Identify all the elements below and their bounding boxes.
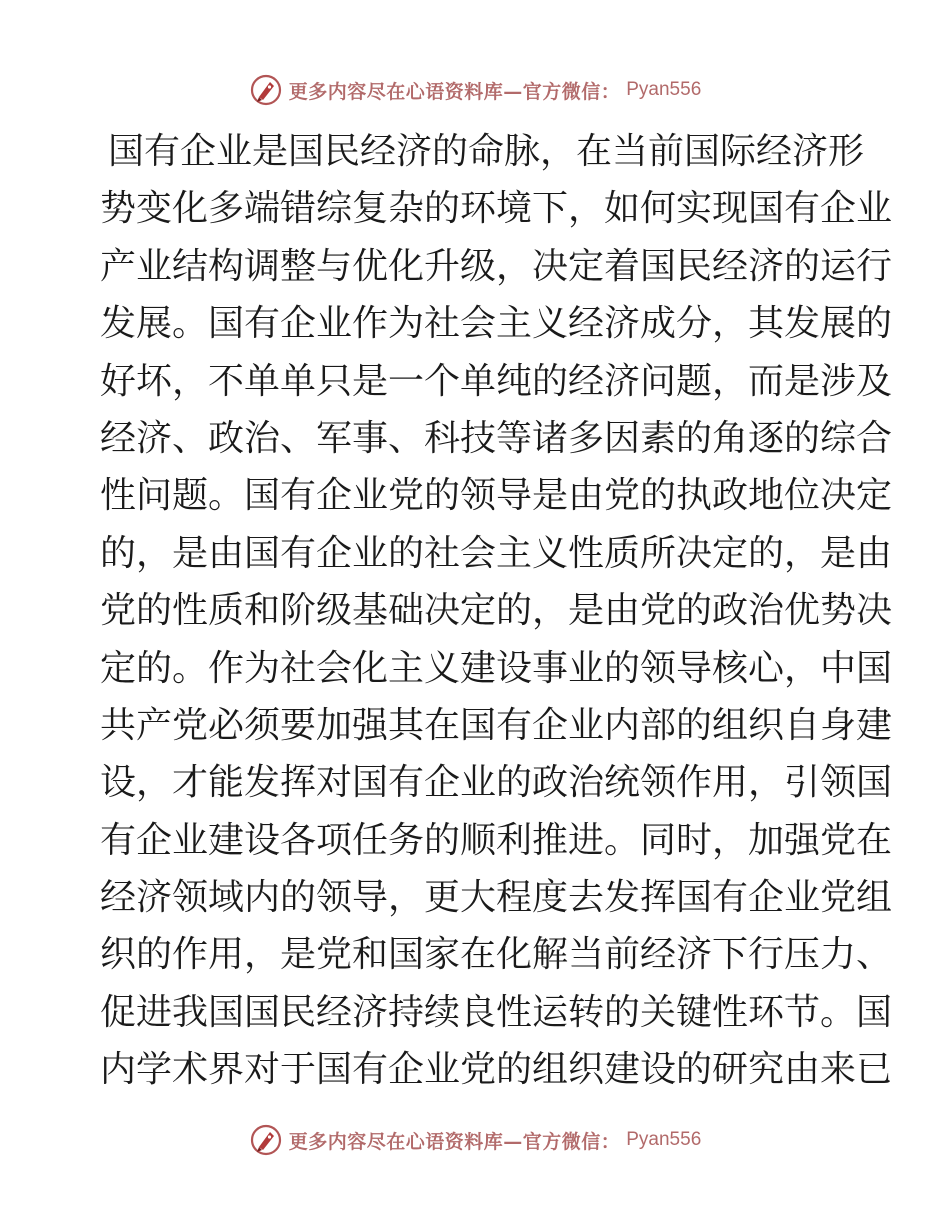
body-line-1: 国有企业是国民经济的命脉，在当前国际经济形 xyxy=(108,131,865,172)
body-line-15: 织的作用，是党和国家在化解当前经济下行压力、 xyxy=(100,934,893,976)
header-banner xyxy=(0,70,950,110)
header-banner-text: 更多内容尽在心语资料库—官方微信： xyxy=(288,80,621,103)
header-wechat-id: Pyan556 xyxy=(626,79,702,100)
footer-wechat-id: Pyan556 xyxy=(626,1129,702,1150)
body-line-10: 定的。作为社会化主义建设事业的领导核心，中国 xyxy=(100,647,893,689)
body-line-3: 产业结构调整与优化升级，决定着国民经济的运行 xyxy=(100,245,893,287)
body-line-4: 发展。国有企业作为社会主义经济成分，其发展的 xyxy=(100,303,893,345)
body-line-13: 有企业建设各项任务的顺利推进。同时，加强党在 xyxy=(100,819,893,861)
body-line-5: 好坏，不单单只是一个单纯的经济问题，而是涉及 xyxy=(100,360,893,402)
footer-banner xyxy=(0,1120,950,1160)
body-line-17: 内学术界对于国有企业党的组织建设的研究由来已 xyxy=(100,1049,893,1091)
body-line-14: 经济领域内的领导，更大程度去发挥国有企业党组 xyxy=(100,877,893,919)
document-body xyxy=(100,123,893,1099)
pen-nib-logo-icon xyxy=(249,1123,283,1157)
body-line-8: 的，是由国有企业的社会主义性质所决定的，是由 xyxy=(100,532,893,574)
body-line-9: 党的性质和阶级基础决定的，是由党的政治优势决 xyxy=(100,590,893,632)
body-line-7: 性问题。国有企业党的领导是由党的执政地位决定 xyxy=(100,475,893,517)
body-line-6: 经济、政治、军事、科技等诸多因素的角逐的综合 xyxy=(100,417,893,459)
footer-banner-text: 更多内容尽在心语资料库—官方微信： xyxy=(288,1130,621,1153)
body-line-12: 设，才能发挥对国有企业的政治统领作用，引领国 xyxy=(100,762,893,804)
body-line-11: 共产党必须要加强其在国有企业内部的组织自身建 xyxy=(100,704,893,746)
pen-nib-logo-icon xyxy=(249,73,283,107)
body-line-16: 促进我国国民经济持续良性运转的关键性环节。国 xyxy=(100,991,893,1033)
body-line-2: 势变化多端错综复杂的环境下，如何实现国有企业 xyxy=(100,188,893,230)
